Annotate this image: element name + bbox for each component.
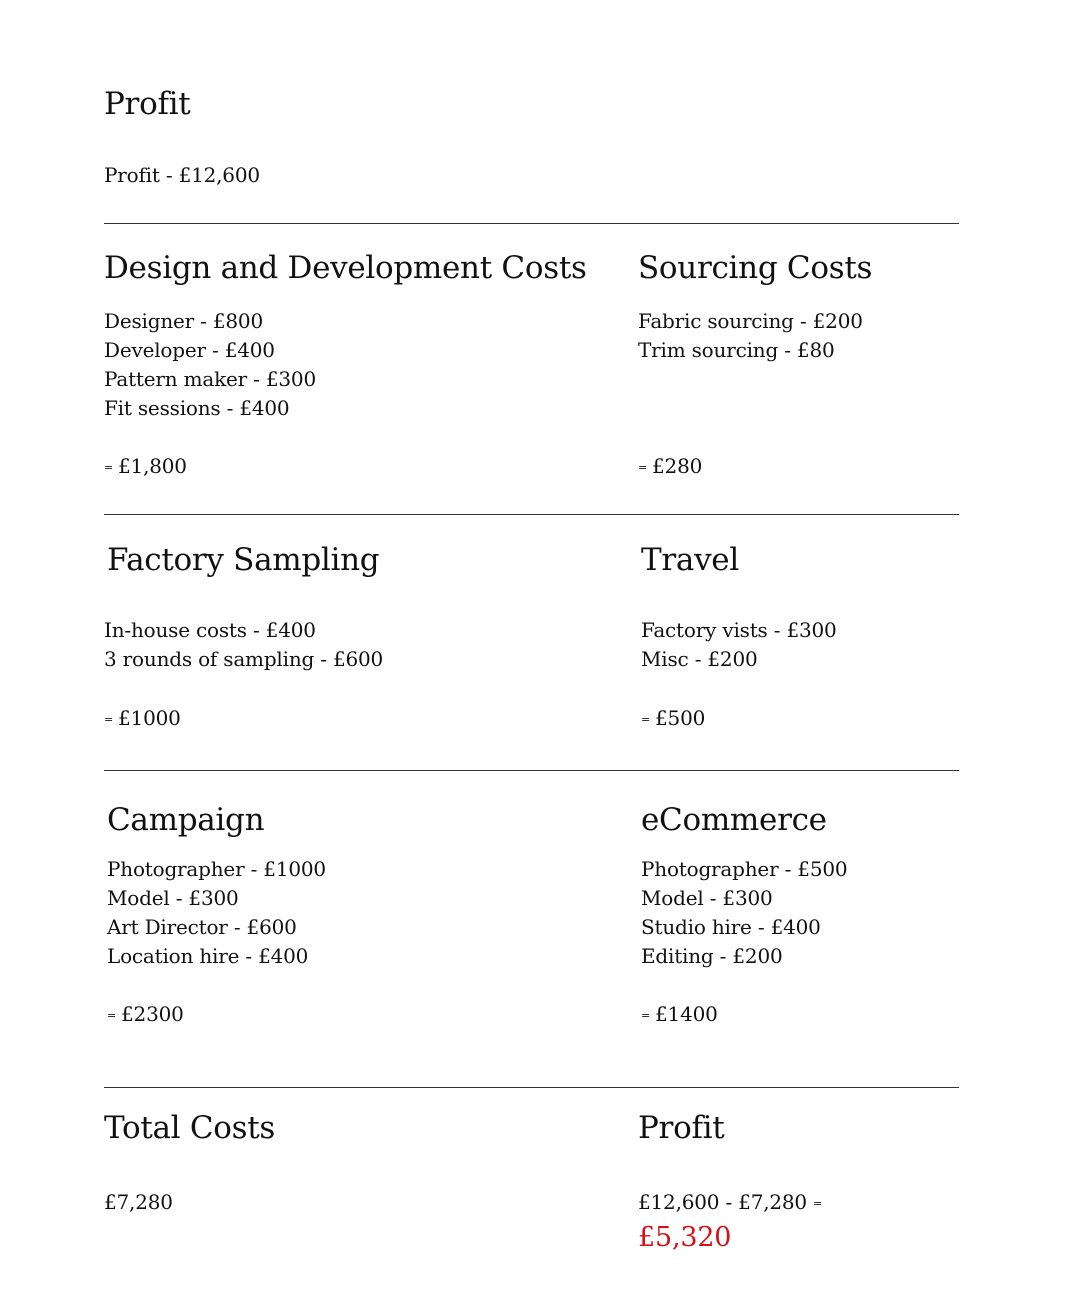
list-item: Developer - £400 xyxy=(104,338,275,362)
campaign-total xyxy=(107,1004,184,1024)
sourcing-total-value: £280 xyxy=(652,454,703,478)
design-total-value: £1,800 xyxy=(118,454,187,478)
ecommerce-total-value: £1400 xyxy=(655,1002,718,1026)
list-item: Art Director - £600 xyxy=(107,915,297,939)
equals-sign: = xyxy=(104,713,114,726)
design-heading: Design and Development Costs xyxy=(104,250,587,286)
divider xyxy=(104,770,959,771)
equals-sign: = xyxy=(104,461,114,474)
equals-sign: = xyxy=(107,1009,117,1022)
divider xyxy=(104,1087,959,1088)
ecommerce-total xyxy=(641,1004,718,1024)
factory-items xyxy=(104,616,383,674)
travel-total-value: £500 xyxy=(655,706,706,730)
divider xyxy=(104,514,959,515)
equals-sign: = xyxy=(812,1197,822,1210)
sourcing-total xyxy=(638,456,702,476)
ecommerce-heading: eCommerce xyxy=(641,802,827,838)
list-item: Fabric sourcing - £200 xyxy=(638,309,863,333)
profit-result: £5,320 xyxy=(638,1222,732,1253)
campaign-items xyxy=(107,855,326,971)
equals-sign: = xyxy=(641,1009,651,1022)
profit-heading: Profit xyxy=(104,86,191,122)
total-costs-value: £7,280 xyxy=(104,1190,173,1214)
profit-summary-heading: Profit xyxy=(638,1110,725,1146)
list-item: Factory vists - £300 xyxy=(641,618,837,642)
list-item: In-house costs - £400 xyxy=(104,618,316,642)
campaign-heading: Campaign xyxy=(107,802,265,838)
ecommerce-items xyxy=(641,855,847,971)
sourcing-items xyxy=(638,307,863,365)
list-item: Photographer - £500 xyxy=(641,857,848,881)
travel-total xyxy=(641,708,705,728)
profit-amount: Profit - £12,600 xyxy=(104,163,260,187)
design-items xyxy=(104,307,316,423)
campaign-total-value: £2300 xyxy=(121,1002,184,1026)
equals-sign: = xyxy=(638,461,648,474)
design-total xyxy=(104,456,187,476)
factory-total-value: £1000 xyxy=(118,706,181,730)
profit-equation xyxy=(638,1192,822,1212)
list-item: Studio hire - £400 xyxy=(641,915,821,939)
list-item: Misc - £200 xyxy=(641,647,758,671)
list-item: Location hire - £400 xyxy=(107,944,309,968)
list-item: 3 rounds of sampling - £600 xyxy=(104,647,384,671)
list-item: Editing - £200 xyxy=(641,944,783,968)
list-item: Fit sessions - £400 xyxy=(104,396,290,420)
travel-items xyxy=(641,616,837,674)
design-section xyxy=(104,250,587,286)
equals-sign: = xyxy=(641,713,651,726)
list-item: Model - £300 xyxy=(641,886,773,910)
profit-equation-text: £12,600 - £7,280 xyxy=(638,1190,807,1214)
list-item: Pattern maker - £300 xyxy=(104,367,316,391)
travel-heading: Travel xyxy=(641,542,739,578)
factory-heading: Factory Sampling xyxy=(107,542,380,578)
factory-total xyxy=(104,708,181,728)
list-item: Designer - £800 xyxy=(104,309,263,333)
list-item: Photographer - £1000 xyxy=(107,857,326,881)
divider xyxy=(104,223,959,224)
sourcing-heading: Sourcing Costs xyxy=(638,250,873,286)
total-costs-heading: Total Costs xyxy=(104,1110,275,1146)
list-item: Trim sourcing - £80 xyxy=(638,338,835,362)
list-item: Model - £300 xyxy=(107,886,239,910)
